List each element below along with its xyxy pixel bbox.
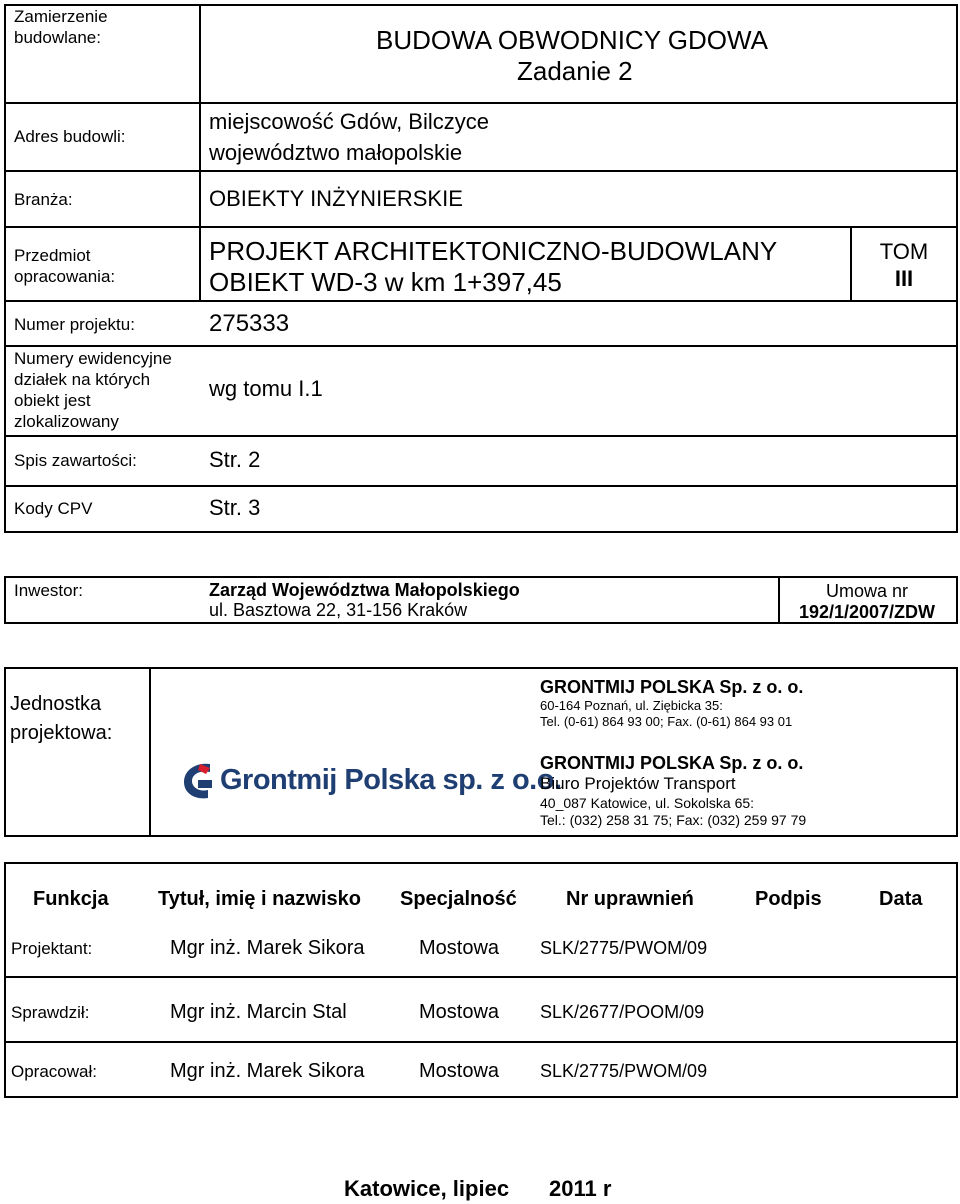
grontmij-logo-icon xyxy=(180,760,216,802)
adres-line1: miejscowość Gdów, Bilczyce xyxy=(209,109,489,134)
numery-label: Numery ewidencyjne działek na których obiekt jest zlokalizowany xyxy=(14,349,172,431)
header-podpis: Podpis xyxy=(755,888,822,910)
logo-text: Grontmij Polska sp. z o.o. xyxy=(220,764,562,796)
office2-phone: Tel.: (032) 258 31 75; Fax: (032) 259 97 79 xyxy=(540,812,807,828)
office2-name: GRONTMIJ POLSKA Sp. z o. o. xyxy=(540,753,804,773)
table-row-2-specjalnosc: Mostowa xyxy=(419,1001,500,1023)
office2-dept: Biuro Projektów Transport xyxy=(540,774,736,793)
przedmiot-line2: OBIEKT WD-3 w km 1+397,45 xyxy=(209,267,562,297)
table-row-3-uprawnienia: SLK/2775/PWOM/09 xyxy=(540,1061,708,1081)
jednostka-label-line1: Jednostka xyxy=(10,693,102,715)
umowa-value: 192/1/2007/ZDW xyxy=(798,602,936,622)
table-row-3-osoba: Mgr inż. Marek Sikora xyxy=(170,1060,365,1082)
table-row-1-specjalnosc: Mostowa xyxy=(419,937,500,959)
office2-address: 40_087 Katowice, ul. Sokolska 65: xyxy=(540,795,755,811)
spis-label: Spis zawartości: xyxy=(14,451,137,470)
table-row-2-funkcja: Sprawdził: xyxy=(11,1003,90,1022)
zamierzenie-label: Zamierzenie budowlane: xyxy=(14,7,108,47)
project-subtitle: Zadanie 2 xyxy=(517,56,633,86)
tom-line2: III xyxy=(894,266,914,291)
adres-label: Adres budowli: xyxy=(14,127,126,146)
branza-label: Branża: xyxy=(14,190,73,209)
grontmij-logo xyxy=(180,758,562,804)
inwestor-address: ul. Basztowa 22, 31-156 Kraków xyxy=(209,600,468,620)
footer-place: Katowice, lipiec xyxy=(344,1176,510,1201)
table-row-1-osoba: Mgr inż. Marek Sikora xyxy=(170,937,365,959)
header-uprawnienia: Nr uprawnień xyxy=(566,888,694,910)
przedmiot-line1: PROJEKT ARCHITEKTONICZNO-BUDOWLANY xyxy=(209,236,778,266)
inwestor-label: Inwestor: xyxy=(14,581,83,600)
table-row-3-specjalnosc: Mostowa xyxy=(419,1060,500,1082)
numery-value: wg tomu I.1 xyxy=(209,376,323,401)
table-row-3-funkcja: Opracował: xyxy=(11,1062,97,1081)
branza-value: OBIEKTY INŻYNIERSKIE xyxy=(209,186,463,211)
project-title: BUDOWA OBWODNICY GDOWA xyxy=(376,25,768,55)
footer-year: 2011 r xyxy=(549,1176,612,1201)
przedmiot-label: Przedmiot opracowania: xyxy=(14,246,116,286)
header-osoba: Tytuł, imię i nazwisko xyxy=(158,888,362,910)
header-data: Data xyxy=(879,888,923,910)
numer-label: Numer projektu: xyxy=(14,315,135,334)
inwestor-name: Zarząd Województwa Małopolskiego xyxy=(209,580,520,600)
header-specjalnosc: Specjalność xyxy=(400,888,517,910)
jednostka-label-line2: projektowa: xyxy=(10,722,113,744)
umowa-label: Umowa nr xyxy=(825,581,909,601)
kody-label: Kody CPV xyxy=(14,499,93,518)
table-row-1-funkcja: Projektant: xyxy=(11,939,93,958)
spis-value: Str. 2 xyxy=(209,447,261,472)
kody-value: Str. 3 xyxy=(209,495,261,520)
table-row-2-osoba: Mgr inż. Marcin Stal xyxy=(170,1001,347,1023)
table-row-2-uprawnienia: SLK/2677/POOM/09 xyxy=(540,1002,705,1022)
numer-value: 275333 xyxy=(209,310,290,337)
office1-name: GRONTMIJ POLSKA Sp. z o. o. xyxy=(540,677,804,697)
adres-line2: województwo małopolskie xyxy=(209,140,463,165)
header-funkcja: Funkcja xyxy=(33,888,109,910)
tom-line1: TOM xyxy=(879,239,929,264)
office1-phone: Tel. (0-61) 864 93 00; Fax. (0-61) 864 93 01 xyxy=(540,714,793,729)
table-row-1-uprawnienia: SLK/2775/PWOM/09 xyxy=(540,938,708,958)
office1-address: 60-164 Poznań, ul. Ziębicka 35: xyxy=(540,698,723,713)
